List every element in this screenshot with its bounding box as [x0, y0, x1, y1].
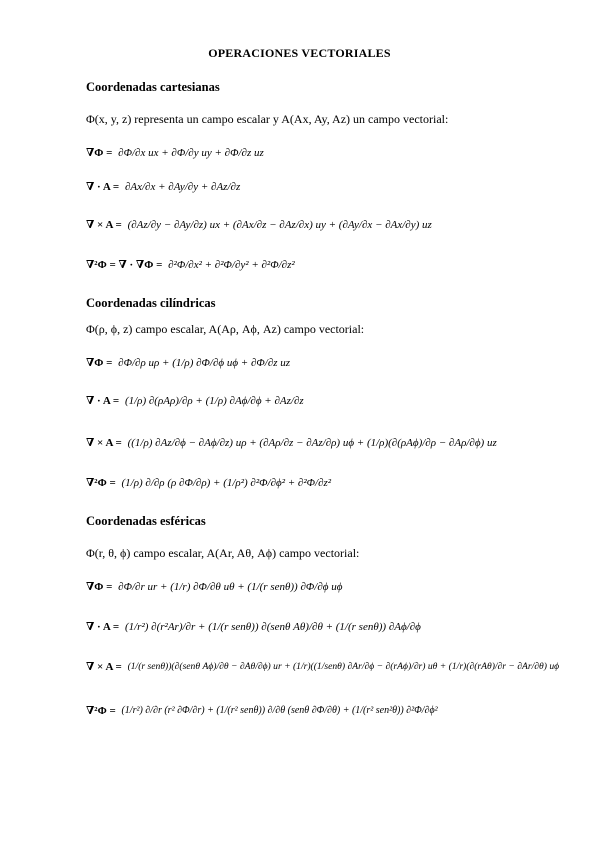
equation-lhs: ∇ × A = — [86, 219, 122, 231]
section-heading-cartesianas: Coordenadas cartesianas — [86, 80, 220, 94]
section-heading-esfericas: Coordenadas esféricas — [86, 514, 206, 528]
equation-rhs: (∂Az/∂y − ∂Ay/∂z) ux + (∂Ax/∂z − ∂Az/∂x) uy + (∂Ay/∂x − ∂Ax/∂y) uz — [127, 218, 432, 231]
page-title: OPERACIONES VECTORIALES — [208, 46, 391, 60]
equation-laplacian-spherical — [86, 704, 566, 717]
equation-lhs: ∇Φ = — [86, 581, 113, 593]
equation-rhs: ∂²Φ/∂x² + ∂²Φ/∂y² + ∂²Φ/∂z² — [168, 258, 295, 271]
equation-lhs: ∇ · A = — [86, 395, 120, 407]
section-intro-cilindricas: Φ(ρ, ϕ, z) campo escalar, A(Aρ, Aϕ, Az) campo vectorial: — [86, 322, 365, 336]
equation-rhs: (1/r²) ∂(r²Ar)/∂r + (1/(r senθ)) ∂(senθ Aθ)/∂θ + (1/(r senθ)) ∂Aϕ/∂ϕ — [124, 620, 421, 633]
equation-rhs: ∂Ax/∂x + ∂Ay/∂y + ∂Az/∂z — [124, 180, 241, 193]
equation-rhs: ((1/ρ) ∂Az/∂ϕ − ∂Aϕ/∂z) uρ + (∂Aρ/∂z − ∂Az/∂ρ) uϕ + (1/ρ)(∂(ρAϕ)/∂ρ − ∂Aρ/∂ϕ) uz — [127, 436, 497, 449]
equation-curl-spherical — [86, 660, 566, 673]
equation-rhs: (1/ρ) ∂(ρAρ)/∂ρ + (1/ρ) ∂Aϕ/∂ϕ + ∂Az/∂z — [124, 394, 304, 407]
equation-divergence-spherical — [86, 620, 566, 633]
equation-rhs: ∂Φ/∂ρ uρ + (1/ρ) ∂Φ/∂ϕ uϕ + ∂Φ/∂z uz — [118, 356, 291, 369]
equation-rhs: (1/r²) ∂/∂r (r² ∂Φ/∂r) + (1/(r² senθ)) ∂/∂θ (senθ ∂Φ/∂θ) + (1/(r² sen²θ)) ∂²Φ/∂ϕ² — [121, 705, 438, 716]
equation-gradient-cartesian — [86, 146, 566, 159]
equation-lhs: ∇ · A = — [86, 621, 120, 633]
equation-rhs: (1/(r senθ))(∂(senθ Aϕ)/∂θ − ∂Aθ/∂ϕ) ur + (1/r)((1/senθ) ∂Ar/∂ϕ − ∂(rAϕ)/∂r) uθ + (1/r)(∂(rAθ)/∂r − ∂Ar/∂θ) uϕ — [127, 661, 560, 672]
equation-laplacian-cartesian — [86, 258, 566, 271]
equation-rhs: ∂Φ/∂x ux + ∂Φ/∂y uy + ∂Φ/∂z uz — [118, 146, 264, 159]
equation-lhs: ∇Φ = — [86, 147, 113, 159]
equation-rhs: ∂Φ/∂r ur + (1/r) ∂Φ/∂θ uθ + (1/(r senθ)) ∂Φ/∂ϕ uϕ — [118, 580, 343, 593]
section-heading-cilindricas: Coordenadas cilíndricas — [86, 296, 216, 310]
equation-gradient-spherical — [86, 580, 566, 593]
equation-laplacian-cylindrical — [86, 476, 566, 489]
equation-divergence-cartesian — [86, 180, 566, 193]
equation-curl-cylindrical — [86, 436, 566, 449]
equation-gradient-cylindrical — [86, 356, 566, 369]
equation-lhs: ∇²Φ = — [86, 477, 116, 489]
equation-lhs: ∇ × A = — [86, 437, 122, 449]
equation-lhs: ∇²Φ = — [86, 705, 116, 717]
equation-lhs: ∇²Φ = ∇ · ∇Φ = — [86, 259, 163, 271]
section-intro-esfericas: Φ(r, θ, ϕ) campo escalar, A(Ar, Aθ, Aϕ) campo vectorial: — [86, 546, 360, 560]
equation-curl-cartesian — [86, 218, 566, 231]
equation-lhs: ∇ × A = — [86, 661, 122, 673]
equation-lhs: ∇Φ = — [86, 357, 113, 369]
equation-rhs: (1/ρ) ∂/∂ρ (ρ ∂Φ/∂ρ) + (1/ρ²) ∂²Φ/∂ϕ² + ∂²Φ/∂z² — [121, 476, 332, 489]
equation-divergence-cylindrical — [86, 394, 566, 407]
equation-lhs: ∇ · A = — [86, 181, 120, 193]
section-intro-cartesianas: Φ(x, y, z) representa un campo escalar y A(Ax, Ay, Az) un campo vectorial: — [86, 112, 449, 126]
